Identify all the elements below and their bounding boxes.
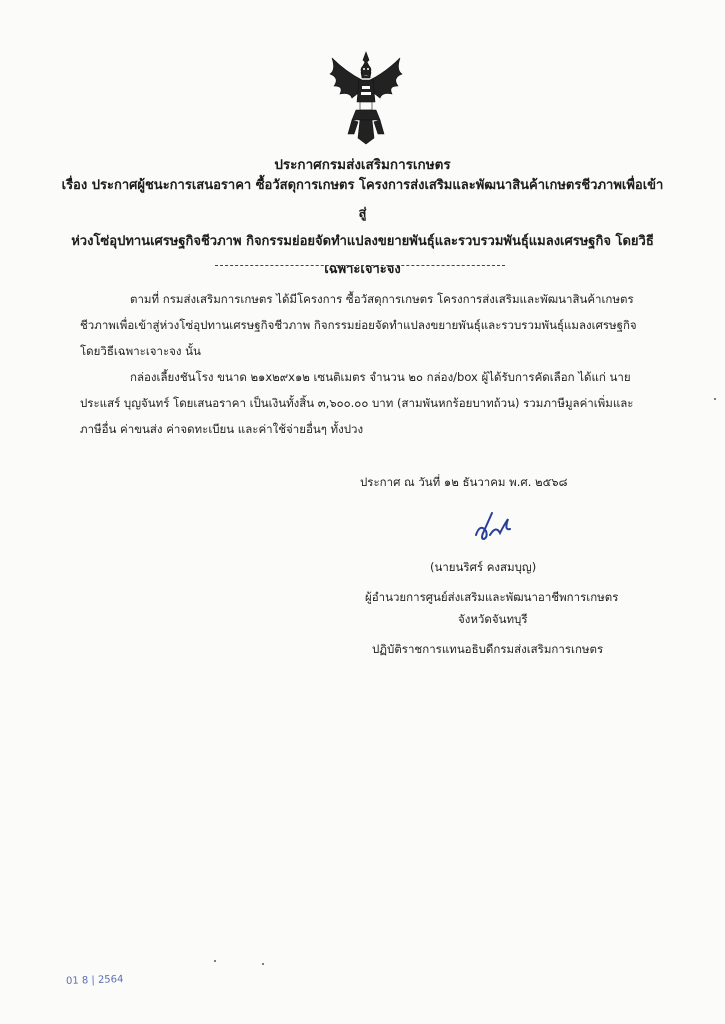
announcement-date: ประกาศ ณ วันที่ ๑๒ ธันวาคม พ.ศ. ๒๕๖๘ bbox=[360, 475, 568, 489]
signer-province: จังหวัดจันทบุรี bbox=[458, 612, 528, 626]
paragraph-line: ประแสร์ บุญจันทร์ โดยเสนอราคา เป็นเงินทั้งสิ้น ๓,๖๐๐.๐๐ บาท (สามพันหกร้อยบาทถ้วน) รวมภาษีมูลค่าเพิ่มและ bbox=[80, 396, 634, 410]
signer-acting-for: ปฏิบัติราชการแทนอธิบดีกรมส่งเสริมการเกษตร bbox=[372, 642, 604, 656]
paragraph-line: โดยวิธีเฉพาะเจาะจง นั้น bbox=[80, 344, 201, 358]
signer-position: ผู้อำนวยการศูนย์ส่งเสริมและพัฒนาอาชีพการเกษตร bbox=[365, 590, 619, 604]
body-paragraph-1 bbox=[80, 286, 650, 364]
body-paragraph-2 bbox=[80, 364, 650, 442]
announcement-subject bbox=[60, 172, 665, 284]
subject-line: เฉพาะเจาะจง bbox=[324, 262, 401, 277]
announcement-title: ประกาศกรมส่งเสริมการเกษตร bbox=[274, 157, 451, 173]
paragraph-line: กล่องเลี้ยงชันโรง ขนาด ๒๑x๒๙x๑๒ เซนติเมตร จำนวน ๒๐ กล่อง/box ผู้ได้รับการคัดเลือก ได้แก่ นาย bbox=[130, 370, 631, 384]
paragraph-line: ภาษีอื่น ค่าขนส่ง ค่าจดทะเบียน และค่าใช้จ่ายอื่นๆ ทั้งปวง bbox=[80, 422, 364, 436]
paragraph-line: ตามที่ กรมส่งเสริมการเกษตร ได้มีโครงการ ซื้อวัสดุการเกษตร โครงการส่งเสริมและพัฒนาสินค้าเกษตร bbox=[130, 292, 634, 306]
subject-line: เรื่อง ประกาศผู้ชนะการเสนอราคา ซื้อวัสดุการเกษตร โครงการส่งเสริมและพัฒนาสินค้าเกษตรชีวภาพเพื่อเข้าสู่ bbox=[61, 178, 664, 221]
signer-name: (นายนริศร์ คงสมบุญ) bbox=[430, 560, 537, 574]
garuda-emblem-icon bbox=[326, 50, 406, 146]
handwritten-note: 01 8 | 2564 bbox=[65, 974, 124, 987]
handwritten-signature-icon bbox=[470, 505, 530, 545]
paragraph-line: ชีวภาพเพื่อเข้าสู่ห่วงโซ่อุปทานเศรษฐกิจชีวภาพ กิจกรรมย่อยจัดทำแปลงขยายพันธุ์และรวบรวมพันธุ์แมลงเศรษฐกิจ bbox=[80, 318, 637, 332]
section-divider bbox=[215, 265, 505, 266]
scan-speck bbox=[714, 398, 716, 400]
scan-speck bbox=[262, 963, 264, 965]
subject-line: ห่วงโซ่อุปทานเศรษฐกิจชีวภาพ กิจกรรมย่อยจัดทำแปลงขยายพันธุ์และรวบรวมพันธุ์แมลงเศรษฐกิจ โดยวิธี bbox=[71, 234, 654, 249]
scan-speck bbox=[214, 960, 216, 962]
